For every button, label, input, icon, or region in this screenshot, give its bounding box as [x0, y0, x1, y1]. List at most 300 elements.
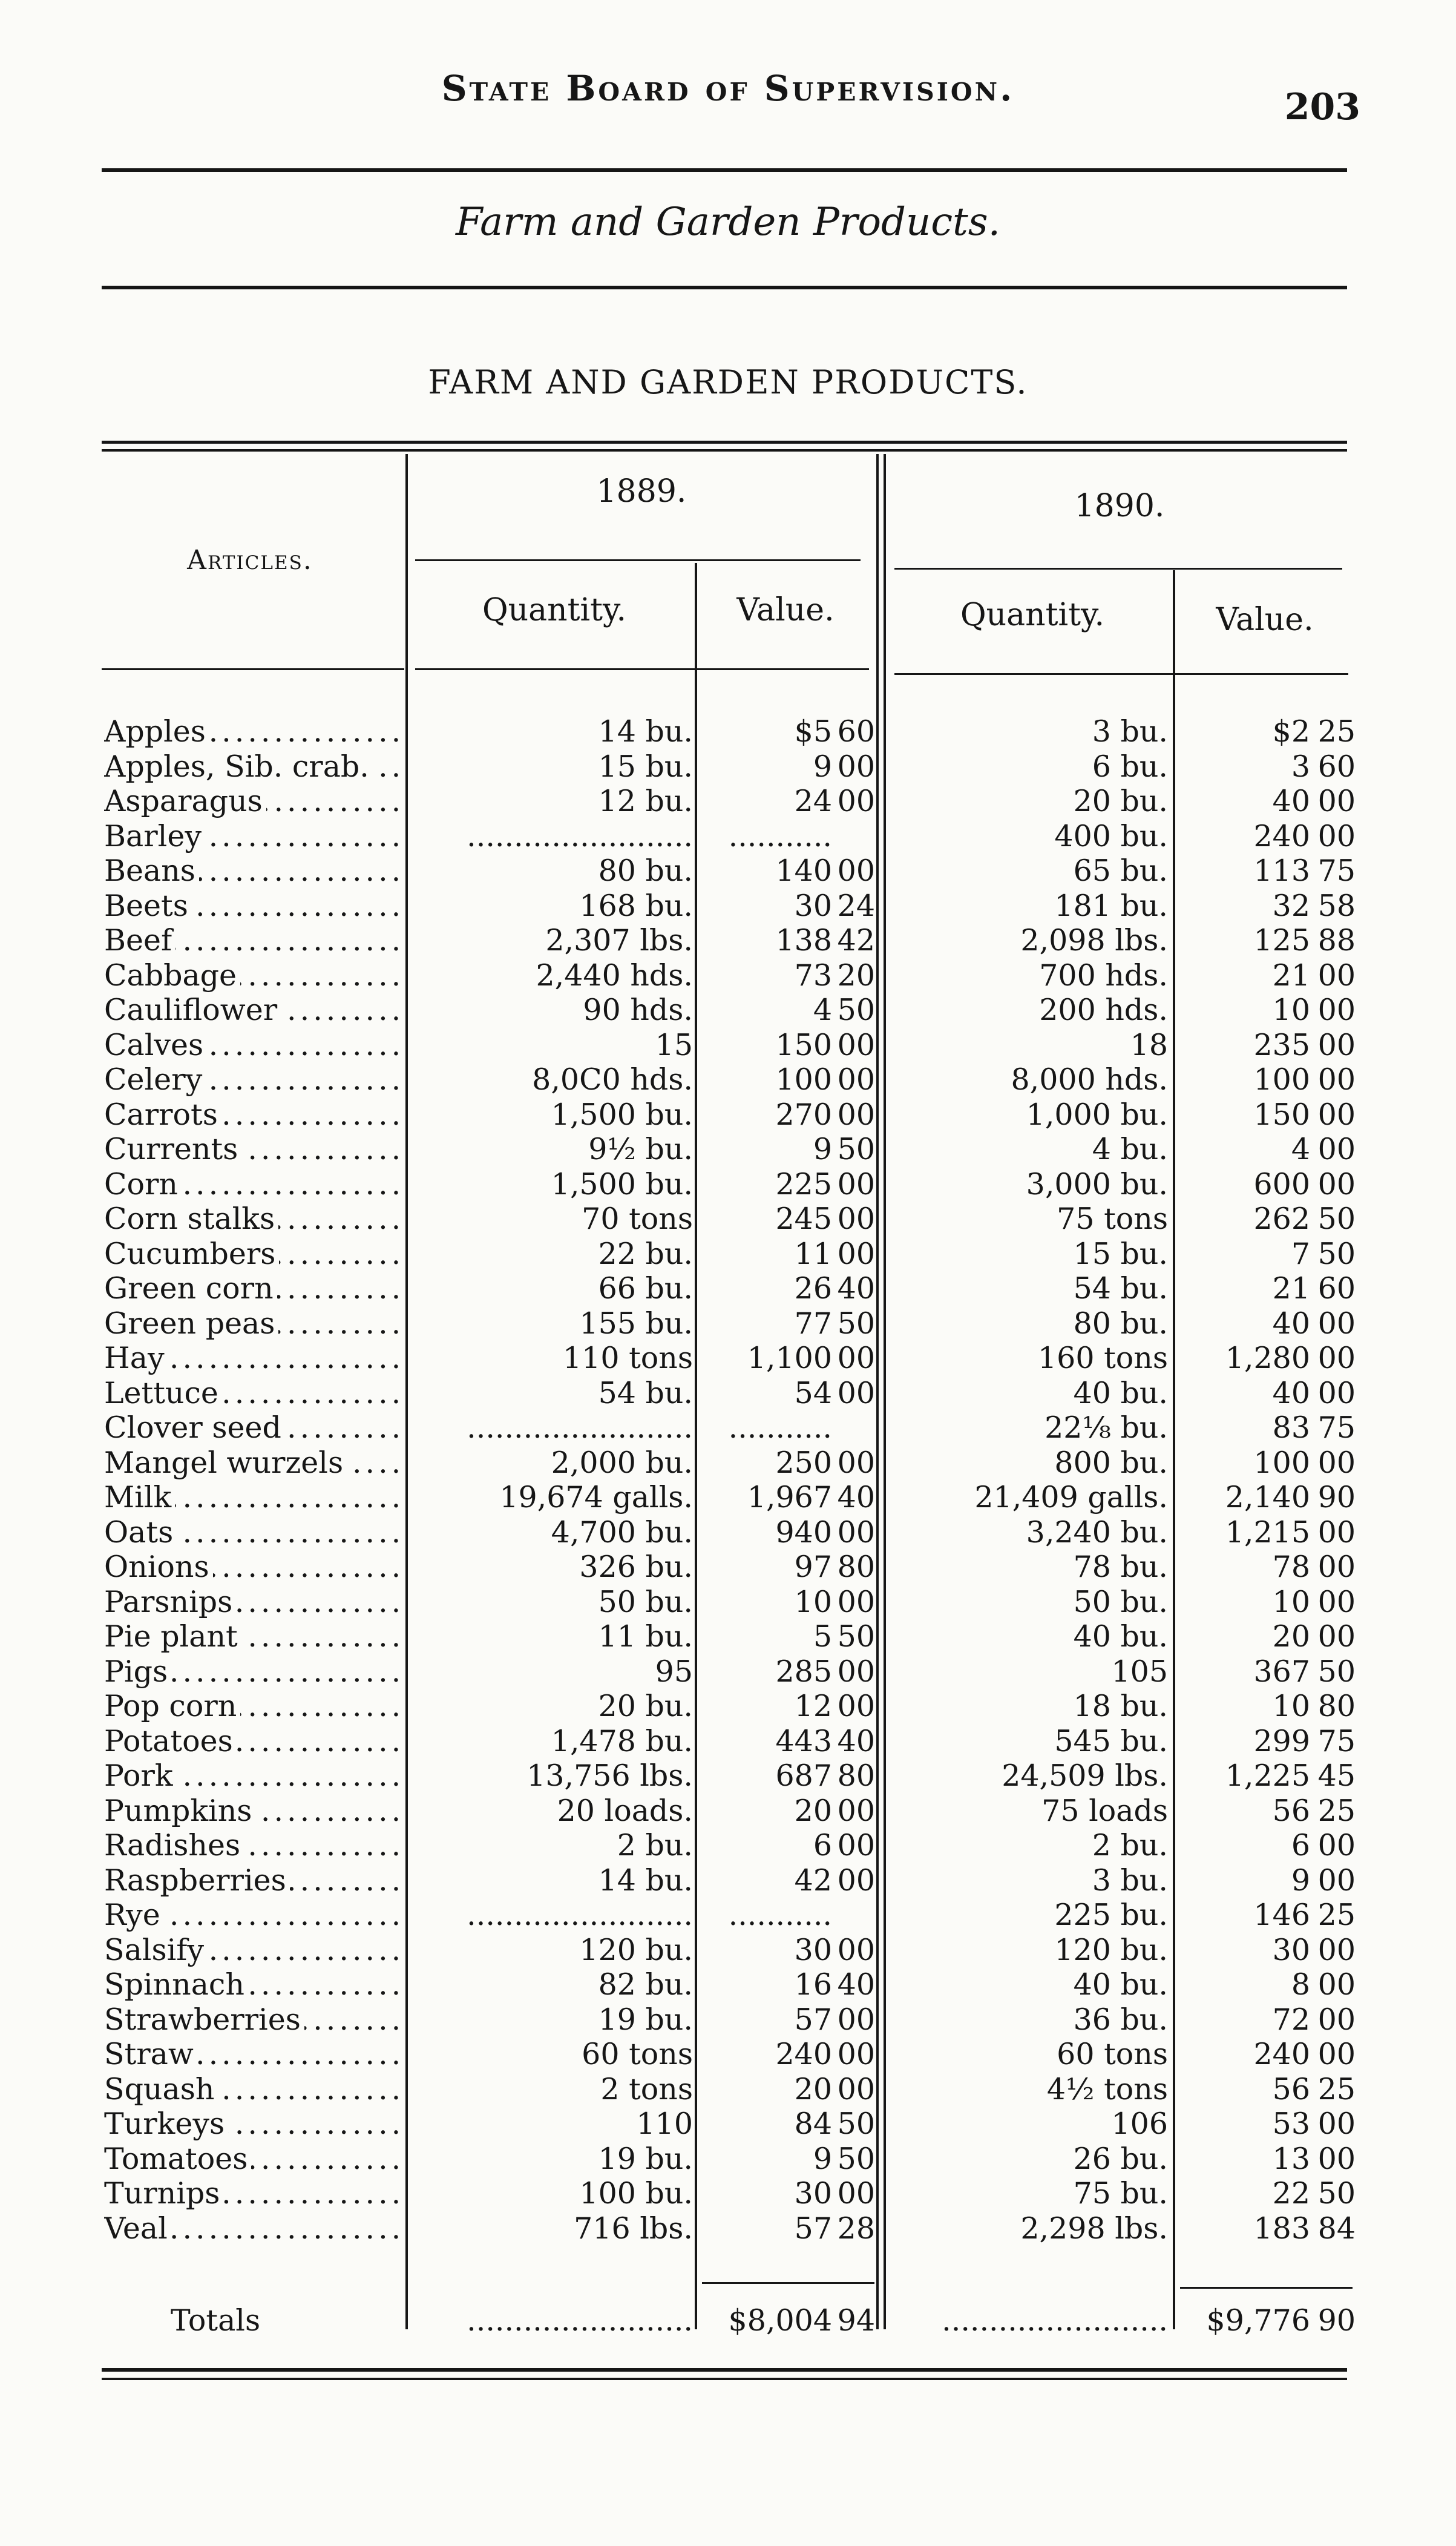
article-name: Apples, Sib. crab. — [104, 749, 373, 784]
table-top-rule-2 — [102, 449, 1347, 452]
cents-1890-cell: 00 — [1317, 1967, 1356, 2002]
quantity-1890-cell: 54 bu. — [1073, 1271, 1168, 1306]
quantity-1890-cell: 15 bu. — [1073, 1236, 1168, 1271]
value-1889-cell: 30 — [794, 888, 832, 923]
cents-1890-cell: 00 — [1317, 1550, 1356, 1584]
table-row — [0, 1132, 1456, 1166]
article-cell — [104, 1724, 407, 1758]
cents-1890-cell: 00 — [1317, 1515, 1356, 1550]
value-1890-cell: 9 — [1291, 1863, 1310, 1898]
cents-1889-cell: 00 — [837, 784, 875, 818]
table-top-rule — [102, 441, 1347, 444]
section-rule — [102, 286, 1347, 289]
value-1889-cell: $5 — [794, 714, 832, 749]
article-cell — [104, 1933, 407, 1967]
quantity-1889-cell: 110 tons — [563, 1341, 693, 1375]
value-1890-cell: 8 — [1291, 1967, 1310, 2002]
article-name: Veal — [104, 2211, 171, 2246]
cents-1890-cell: 50 — [1317, 1202, 1356, 1236]
value-1889-cell: 100 — [775, 1062, 832, 1097]
value-1889-cell: 270 — [775, 1097, 832, 1132]
article-name: Beets — [104, 889, 192, 923]
cents-1890-cell: 88 — [1317, 923, 1356, 958]
article-cell — [104, 1515, 407, 1550]
article-cell — [104, 958, 407, 993]
value-1890-cell: 40 — [1272, 1306, 1310, 1341]
value-1890-cell: 367 — [1253, 1654, 1310, 1689]
article-cell — [104, 1097, 407, 1132]
quantity-1889-cell: 60 tons — [582, 2037, 693, 2071]
quantity-1890-cell: 4½ tons — [1046, 2071, 1168, 2107]
quantity-1890-cell: 2,298 lbs. — [1020, 2211, 1168, 2246]
value-1890-cell: 3 — [1291, 749, 1310, 784]
cents-1890-cell: 00 — [1317, 1027, 1356, 1062]
value-1889-cell: 4 — [813, 993, 832, 1027]
quantity-1890-cell: 18 — [1130, 1027, 1168, 1062]
value-1889-cell: 225 — [775, 1166, 832, 1202]
table-row — [0, 1619, 1456, 1654]
cents-1889-cell: 50 — [837, 1132, 875, 1166]
article-name: Oats — [104, 1515, 177, 1550]
quantity-1890-cell: 105 — [1111, 1654, 1168, 1689]
value-1889-cell: ........... — [728, 1898, 832, 1932]
quantity-1889-cell: 19,674 galls. — [499, 1480, 693, 1515]
cents-1890-cell: 50 — [1317, 2176, 1356, 2211]
cents-1890-cell: 50 — [1317, 1654, 1356, 1689]
cents-1890-cell: 50 — [1317, 1236, 1356, 1271]
article-cell — [104, 1619, 407, 1654]
quantity-1889-header: Quantity. — [482, 592, 627, 628]
article-cell — [104, 854, 407, 888]
cents-1889-cell: 24 — [837, 888, 875, 923]
quantity-1890-cell: 160 tons — [1038, 1341, 1168, 1375]
article-cell — [104, 923, 407, 958]
quantity-1889-cell: ........................ — [467, 818, 693, 854]
value-1889-cell: 42 — [794, 1863, 832, 1898]
table-row — [0, 2211, 1456, 2246]
article-cell — [104, 2142, 407, 2176]
quantity-1890-cell: 21,409 galls. — [974, 1480, 1168, 1515]
value-1889-cell: 150 — [775, 1027, 832, 1062]
quantity-1890-cell: 3,240 bu. — [1026, 1515, 1168, 1550]
value-1889-cell: 443 — [775, 1723, 832, 1758]
value-1890-cell: 20 — [1272, 1619, 1310, 1654]
article-name: Currents — [104, 1132, 241, 1166]
quantity-1889-cell: 66 bu. — [598, 1271, 693, 1306]
cents-1890-cell: 00 — [1317, 1445, 1356, 1480]
cents-1889-cell: 00 — [837, 2176, 875, 2211]
cents-1890-cell: 00 — [1317, 784, 1356, 818]
cents-1890-cell: 75 — [1317, 1723, 1356, 1758]
article-name: Calves — [104, 1028, 207, 1062]
cents-1889-cell: 00 — [837, 2002, 875, 2037]
value-1890-cell: 13 — [1272, 2141, 1310, 2176]
article-name: Cauliflower — [104, 993, 281, 1027]
quantity-1890-cell: 18 bu. — [1073, 1689, 1168, 1723]
cents-1890-cell: 80 — [1317, 1689, 1356, 1723]
table-row — [0, 1341, 1456, 1375]
cents-1889-cell: 00 — [837, 1515, 875, 1550]
article-name: Strawberries — [104, 2002, 304, 2037]
quantity-1889-cell: 90 hds. — [583, 993, 693, 1027]
cents-1889-cell: 28 — [837, 2211, 875, 2246]
article-name: Hay — [104, 1341, 168, 1375]
value-1889-cell: 5 — [813, 1619, 832, 1654]
cents-1889-cell: 00 — [837, 1584, 875, 1619]
cents-1890-cell: 25 — [1317, 2071, 1356, 2107]
quantity-1889-cell: 11 bu. — [598, 1619, 693, 1654]
quantity-1889-cell: 2 bu. — [617, 1828, 693, 1863]
header-bottom-rule-1889 — [415, 668, 869, 670]
value-1890-cell: 600 — [1253, 1166, 1310, 1202]
quantity-1890-cell: 3 bu. — [1092, 1863, 1168, 1898]
value-1889-cell: 687 — [775, 1758, 832, 1793]
value-1890-cell: 22 — [1272, 2176, 1310, 2211]
cents-1889-cell: 20 — [837, 958, 875, 993]
article-cell — [104, 1376, 407, 1410]
article-name: Carrots — [104, 1097, 221, 1132]
cents-1889-cell: 00 — [837, 1062, 875, 1097]
table-row — [0, 923, 1456, 958]
quantity-1889-cell: 20 bu. — [598, 1689, 693, 1723]
totals-rule-1889 — [702, 2282, 874, 2284]
table-title: FARM AND GARDEN PRODUCTS. — [428, 363, 1028, 401]
value-1890-cell: 7 — [1291, 1236, 1310, 1271]
article-cell — [104, 1167, 407, 1202]
value-1890-cell: 56 — [1272, 1793, 1310, 1828]
value-1890-cell: 1,280 — [1225, 1341, 1310, 1375]
value-1890-cell: 40 — [1272, 784, 1310, 818]
table-row — [0, 1550, 1456, 1584]
table-row — [0, 1062, 1456, 1097]
value-1890-cell: 150 — [1253, 1097, 1310, 1132]
table-row — [0, 1028, 1456, 1062]
article-cell — [104, 1202, 407, 1236]
value-1890-cell: 21 — [1272, 1271, 1310, 1306]
table-row — [0, 889, 1456, 923]
table-row — [0, 1376, 1456, 1410]
value-1890-cell: 78 — [1272, 1550, 1310, 1584]
value-1890-cell: 1,225 — [1225, 1758, 1310, 1793]
quantity-1889-cell: 22 bu. — [598, 1236, 693, 1271]
table-row — [0, 2107, 1456, 2141]
table-row — [0, 1933, 1456, 1967]
header-bottom-rule-articles — [102, 668, 404, 670]
article-cell — [104, 1446, 407, 1480]
article-name: Raspberries — [104, 1863, 290, 1898]
article-name: Onions — [104, 1550, 213, 1584]
table-row — [0, 958, 1456, 993]
cents-1890-cell: 75 — [1317, 854, 1356, 888]
cents-1889-cell: 00 — [837, 749, 875, 784]
cents-1890-cell: 00 — [1317, 1619, 1356, 1654]
header-rule-1890 — [894, 568, 1342, 570]
article-cell — [104, 1306, 407, 1341]
value-1889-cell: 54 — [794, 1375, 832, 1410]
quantity-1890-cell: 700 hds. — [1039, 958, 1168, 993]
value-1890-cell: 83 — [1272, 1410, 1310, 1445]
value-1890-cell: 235 — [1253, 1027, 1310, 1062]
quantity-1889-cell: 2,307 lbs. — [545, 923, 693, 958]
value-1889-cell: 11 — [794, 1236, 832, 1271]
value-1890-cell: 10 — [1272, 993, 1310, 1027]
value-1890-cell: 1,215 — [1225, 1515, 1310, 1550]
cents-1889-cell: 00 — [837, 1341, 875, 1375]
value-1889-cell: 16 — [794, 1967, 832, 2002]
article-cell — [104, 1654, 407, 1689]
table-row — [0, 1202, 1456, 1236]
cents-1889-cell: 60 — [837, 714, 875, 749]
table-row — [0, 1446, 1456, 1480]
cents-1890-cell: 90 — [1317, 1480, 1356, 1515]
article-name: Pork — [104, 1758, 177, 1793]
article-cell — [104, 2107, 407, 2141]
value-1889-cell: 20 — [794, 1793, 832, 1828]
year-1890-header: 1890. — [1074, 488, 1165, 524]
value-1890-cell: 21 — [1272, 958, 1310, 993]
quantity-1890-cell: 40 bu. — [1073, 1619, 1168, 1654]
cents-1890-cell: 00 — [1317, 1097, 1356, 1132]
quantity-1889-cell: 168 bu. — [579, 888, 693, 923]
article-cell — [104, 1967, 407, 2002]
table-row — [0, 1794, 1456, 1828]
article-cell — [104, 819, 407, 854]
cents-1889-cell: 00 — [837, 1166, 875, 1202]
article-cell — [104, 1271, 407, 1306]
article-cell — [104, 889, 407, 923]
value-1889-cell: 9 — [813, 1132, 832, 1166]
value-1889-cell: 57 — [794, 2211, 832, 2246]
quantity-1889-cell: 95 — [655, 1654, 693, 1689]
quantity-1889-cell: 54 bu. — [598, 1375, 693, 1410]
article-cell — [104, 1898, 407, 1932]
value-1890-cell: 40 — [1272, 1375, 1310, 1410]
value-1889-cell: 240 — [775, 2037, 832, 2071]
article-name: Cucumbers — [104, 1237, 279, 1271]
article-name: Cabbage — [104, 958, 240, 993]
cents-1890-cell: 00 — [1317, 2002, 1356, 2037]
quantity-1889-cell: 2 tons — [600, 2071, 693, 2107]
totals-label: Totals — [171, 2303, 261, 2338]
cents-1890-cell: 25 — [1317, 1898, 1356, 1932]
totals-quantity-1890: ........................ — [942, 2303, 1168, 2338]
quantity-1890-cell: 22⅛ bu. — [1044, 1410, 1168, 1445]
article-name: Green corn — [104, 1271, 277, 1306]
cents-1889-cell: 00 — [837, 2071, 875, 2107]
article-cell — [104, 784, 407, 818]
table-row — [0, 1689, 1456, 1723]
quantity-1889-cell: 1,478 bu. — [551, 1723, 693, 1758]
cents-1889-cell: 50 — [837, 993, 875, 1027]
article-cell — [104, 1585, 407, 1619]
header-bottom-rule-1890 — [894, 673, 1348, 675]
article-name: Celery — [104, 1062, 206, 1097]
totals-cents-1890: 90 — [1317, 2303, 1356, 2338]
cents-1889-cell: 40 — [837, 1723, 875, 1758]
article-name: Barley — [104, 819, 205, 854]
quantity-1890-cell: 120 bu. — [1054, 1932, 1168, 1967]
value-1889-cell: 26 — [794, 1271, 832, 1306]
cents-1890-cell: 00 — [1317, 1166, 1356, 1202]
article-cell — [104, 1689, 407, 1723]
value-1890-cell: 10 — [1272, 1689, 1310, 1723]
quantity-1890-cell: 26 bu. — [1073, 2141, 1168, 2176]
article-cell — [104, 1028, 407, 1062]
cents-1890-cell: 00 — [1317, 1341, 1356, 1375]
article-name: Corn stalks — [104, 1202, 278, 1236]
article-name: Potatoes — [104, 1724, 237, 1758]
quantity-1890-cell: 106 — [1111, 2107, 1168, 2141]
table-row — [0, 1724, 1456, 1758]
cents-1890-cell: 00 — [1317, 1828, 1356, 1863]
table-row — [0, 1585, 1456, 1619]
quantity-1890-cell: 40 bu. — [1073, 1967, 1168, 2002]
quantity-1890-cell: 3 bu. — [1092, 714, 1168, 749]
article-name: Clover seed — [104, 1410, 285, 1445]
value-1889-cell: 9 — [813, 2141, 832, 2176]
cents-1889-cell: 00 — [837, 1236, 875, 1271]
table-row — [0, 1863, 1456, 1898]
totals-quantity-1889: ........................ — [467, 2303, 693, 2338]
article-name: Pumpkins — [104, 1794, 255, 1828]
value-1889-cell: 6 — [813, 1828, 832, 1863]
value-1890-cell: 53 — [1272, 2107, 1310, 2141]
cents-1889-cell: 00 — [837, 854, 875, 888]
article-cell — [104, 1341, 407, 1375]
quantity-1890-cell: 65 bu. — [1073, 854, 1168, 888]
quantity-1890-cell: 545 bu. — [1054, 1723, 1168, 1758]
section-title: Farm and Garden Products. — [456, 200, 1000, 245]
quantity-1889-cell: 15 bu. — [598, 749, 693, 784]
article-name: Tomatoes — [104, 2142, 251, 2176]
cents-1890-cell: 00 — [1317, 1932, 1356, 1967]
quantity-1889-cell: 19 bu. — [598, 2141, 693, 2176]
quantity-1889-cell: 70 tons — [582, 1202, 693, 1236]
quantity-1889-cell: 82 bu. — [598, 1967, 693, 2002]
quantity-1889-cell: 100 bu. — [579, 2176, 693, 2211]
cents-1889-cell: 00 — [837, 1027, 875, 1062]
value-1890-cell: 2,140 — [1225, 1480, 1310, 1515]
article-name: Radishes — [104, 1828, 244, 1863]
quantity-1890-cell: 20 bu. — [1073, 784, 1168, 818]
cents-1890-cell: 00 — [1317, 1375, 1356, 1410]
table-row — [0, 1410, 1456, 1445]
value-1889-cell: ........... — [728, 818, 832, 854]
value-1890-cell: 32 — [1272, 888, 1310, 923]
article-cell — [104, 1550, 407, 1584]
article-name: Salsify — [104, 1933, 208, 1967]
quantity-1890-cell: 24,509 lbs. — [1002, 1758, 1168, 1793]
value-1889-cell: 1,100 — [747, 1341, 832, 1375]
quantity-1889-cell: ........................ — [467, 1410, 693, 1445]
value-1889-cell: 9 — [813, 749, 832, 784]
quantity-1889-cell: 716 lbs. — [574, 2211, 693, 2246]
cents-1890-cell: 60 — [1317, 1271, 1356, 1306]
value-1889-cell: 285 — [775, 1654, 832, 1689]
value-1890-cell: $2 — [1272, 714, 1310, 749]
article-name: Pigs — [104, 1654, 171, 1689]
article-name: Parsnips — [104, 1585, 236, 1619]
quantity-1890-cell: 3,000 bu. — [1026, 1166, 1168, 1202]
cents-1890-cell: 00 — [1317, 1306, 1356, 1341]
quantity-1890-cell: 75 tons — [1057, 1202, 1168, 1236]
value-1890-cell: 10 — [1272, 1584, 1310, 1619]
value-1889-cell: ........... — [728, 1410, 832, 1445]
article-cell — [104, 1794, 407, 1828]
quantity-1889-cell: ........................ — [467, 1898, 693, 1932]
cents-1890-cell: 25 — [1317, 1793, 1356, 1828]
value-1889-cell: 97 — [794, 1550, 832, 1584]
value-1889-cell: 20 — [794, 2071, 832, 2107]
quantity-1889-cell: 15 — [655, 1027, 693, 1062]
quantity-1890-cell: 75 loads — [1041, 1793, 1168, 1828]
quantity-1890-cell: 80 bu. — [1073, 1306, 1168, 1341]
article-cell — [104, 749, 407, 784]
article-name: Asparagus — [104, 784, 266, 818]
cents-1890-cell: 84 — [1317, 2211, 1356, 2246]
quantity-1889-cell: 20 loads. — [557, 1793, 693, 1828]
value-1890-cell: 183 — [1253, 2211, 1310, 2246]
cents-1890-cell: 00 — [1317, 1132, 1356, 1166]
cents-1889-cell: 40 — [837, 1271, 875, 1306]
cents-1889-cell: 42 — [837, 923, 875, 958]
cents-1890-cell: 25 — [1317, 714, 1356, 749]
value-1889-cell: 1,967 — [747, 1480, 832, 1515]
cents-1890-cell: 00 — [1317, 2037, 1356, 2071]
value-1890-cell: 113 — [1253, 854, 1310, 888]
article-cell — [104, 2037, 407, 2071]
value-1890-cell: 4 — [1291, 1132, 1310, 1166]
cents-1889-cell: 00 — [837, 1828, 875, 1863]
quantity-1889-cell: 155 bu. — [579, 1306, 693, 1341]
table-row — [0, 2037, 1456, 2071]
quantity-1890-cell: 181 bu. — [1054, 888, 1168, 923]
table-row — [0, 1480, 1456, 1515]
quantity-1889-cell: 1,500 bu. — [551, 1097, 693, 1132]
table-row — [0, 1898, 1456, 1932]
article-name: Pop corn — [104, 1689, 240, 1723]
cents-1889-cell: 00 — [837, 1863, 875, 1898]
table-row — [0, 993, 1456, 1027]
quantity-1890-cell: 6 bu. — [1092, 749, 1168, 784]
table-row — [0, 1828, 1456, 1863]
cents-1890-cell: 00 — [1317, 1584, 1356, 1619]
cents-1889-cell: 50 — [837, 1306, 875, 1341]
table-bottom-rule-2 — [102, 2378, 1347, 2380]
table-row — [0, 1097, 1456, 1132]
value-1890-cell: 72 — [1272, 2002, 1310, 2037]
article-name: Spinnach — [104, 1967, 248, 2002]
value-1890-cell: 146 — [1253, 1898, 1310, 1932]
cents-1889-cell: 00 — [837, 1445, 875, 1480]
table-row — [0, 2176, 1456, 2211]
article-name: Lettuce — [104, 1376, 222, 1410]
totals-cents-1889: 94 — [837, 2303, 875, 2338]
quantity-1890-cell: 60 tons — [1057, 2037, 1168, 2071]
article-cell — [104, 993, 407, 1027]
value-1890-cell: 100 — [1253, 1062, 1310, 1097]
quantity-1890-cell: 1,000 bu. — [1026, 1097, 1168, 1132]
value-1889-cell: 12 — [794, 1689, 832, 1723]
quantity-1889-cell: 8,0C0 hds. — [532, 1062, 693, 1097]
article-cell — [104, 1410, 407, 1445]
table-bottom-rule — [102, 2368, 1347, 2372]
value-1889-cell: 138 — [775, 923, 832, 958]
cents-1889-cell: 00 — [837, 1375, 875, 1410]
article-cell — [104, 1758, 407, 1793]
cents-1890-cell: 45 — [1317, 1758, 1356, 1793]
quantity-1890-cell: 225 bu. — [1054, 1898, 1168, 1932]
